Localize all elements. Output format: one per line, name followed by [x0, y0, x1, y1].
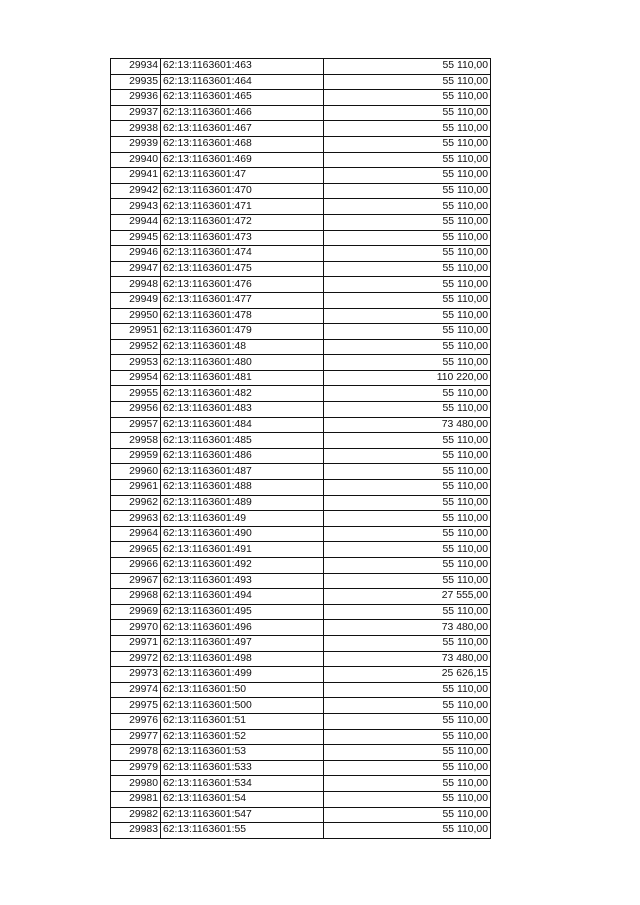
table-row	[111, 246, 491, 262]
value-cell: 55 110,00	[324, 526, 491, 542]
table-row	[111, 277, 491, 293]
row-number-cell: 29964	[111, 526, 161, 542]
value-cell: 55 110,00	[324, 713, 491, 729]
cadastral-number-cell: 62:13:1163601:54	[161, 791, 324, 807]
row-number-cell: 29955	[111, 386, 161, 402]
row-number-cell: 29967	[111, 573, 161, 589]
row-number-cell: 29945	[111, 230, 161, 246]
value-cell: 55 110,00	[324, 292, 491, 308]
row-number-cell: 29970	[111, 620, 161, 636]
cadastral-number-cell: 62:13:1163601:470	[161, 183, 324, 199]
value-cell: 55 110,00	[324, 791, 491, 807]
table-row	[111, 480, 491, 496]
cadastral-number-cell: 62:13:1163601:53	[161, 745, 324, 761]
table-row	[111, 386, 491, 402]
cadastral-number-cell: 62:13:1163601:48	[161, 339, 324, 355]
cadastral-number-cell: 62:13:1163601:533	[161, 760, 324, 776]
row-number-cell: 29968	[111, 589, 161, 605]
value-cell: 55 110,00	[324, 760, 491, 776]
cadastral-number-cell: 62:13:1163601:476	[161, 277, 324, 293]
table-row	[111, 760, 491, 776]
cadastral-number-cell: 62:13:1163601:465	[161, 90, 324, 106]
table-row	[111, 74, 491, 90]
row-number-cell: 29940	[111, 152, 161, 168]
value-cell: 55 110,00	[324, 324, 491, 340]
value-cell: 73 480,00	[324, 651, 491, 667]
cadastral-value-table	[110, 58, 491, 839]
cadastral-number-cell: 62:13:1163601:479	[161, 324, 324, 340]
row-number-cell: 29979	[111, 760, 161, 776]
value-cell: 55 110,00	[324, 386, 491, 402]
table-row	[111, 729, 491, 745]
table-row	[111, 495, 491, 511]
cadastral-number-cell: 62:13:1163601:497	[161, 635, 324, 651]
row-number-cell: 29963	[111, 511, 161, 527]
row-number-cell: 29957	[111, 417, 161, 433]
value-cell: 55 110,00	[324, 635, 491, 651]
cadastral-number-cell: 62:13:1163601:466	[161, 105, 324, 121]
table-row	[111, 370, 491, 386]
cadastral-number-cell: 62:13:1163601:499	[161, 667, 324, 683]
value-cell: 55 110,00	[324, 199, 491, 215]
value-cell: 55 110,00	[324, 511, 491, 527]
cadastral-number-cell: 62:13:1163601:500	[161, 698, 324, 714]
cadastral-number-cell: 62:13:1163601:49	[161, 511, 324, 527]
table-row	[111, 90, 491, 106]
cadastral-number-cell: 62:13:1163601:52	[161, 729, 324, 745]
row-number-cell: 29982	[111, 807, 161, 823]
value-cell: 55 110,00	[324, 433, 491, 449]
table-row	[111, 604, 491, 620]
cadastral-number-cell: 62:13:1163601:475	[161, 261, 324, 277]
row-number-cell: 29981	[111, 791, 161, 807]
table-row	[111, 59, 491, 75]
value-cell: 55 110,00	[324, 308, 491, 324]
cadastral-number-cell: 62:13:1163601:547	[161, 807, 324, 823]
cadastral-number-cell: 62:13:1163601:47	[161, 168, 324, 184]
value-cell: 55 110,00	[324, 729, 491, 745]
value-cell: 55 110,00	[324, 183, 491, 199]
row-number-cell: 29966	[111, 558, 161, 574]
value-cell: 55 110,00	[324, 90, 491, 106]
value-cell: 55 110,00	[324, 823, 491, 839]
cadastral-number-cell: 62:13:1163601:487	[161, 464, 324, 480]
table-row	[111, 511, 491, 527]
row-number-cell: 29948	[111, 277, 161, 293]
row-number-cell: 29952	[111, 339, 161, 355]
table-row	[111, 214, 491, 230]
table-row	[111, 698, 491, 714]
row-number-cell: 29936	[111, 90, 161, 106]
table-row	[111, 464, 491, 480]
table-row	[111, 448, 491, 464]
value-cell: 55 110,00	[324, 480, 491, 496]
table-row	[111, 308, 491, 324]
row-number-cell: 29974	[111, 682, 161, 698]
table-body	[111, 59, 491, 839]
cadastral-number-cell: 62:13:1163601:55	[161, 823, 324, 839]
table-row	[111, 682, 491, 698]
row-number-cell: 29978	[111, 745, 161, 761]
cadastral-number-cell: 62:13:1163601:50	[161, 682, 324, 698]
table-row	[111, 152, 491, 168]
table-row	[111, 402, 491, 418]
value-cell: 55 110,00	[324, 121, 491, 137]
value-cell: 55 110,00	[324, 682, 491, 698]
row-number-cell: 29935	[111, 74, 161, 90]
row-number-cell: 29983	[111, 823, 161, 839]
value-cell: 55 110,00	[324, 168, 491, 184]
cadastral-number-cell: 62:13:1163601:486	[161, 448, 324, 464]
value-cell: 55 110,00	[324, 495, 491, 511]
table-row	[111, 292, 491, 308]
row-number-cell: 29976	[111, 713, 161, 729]
value-cell: 55 110,00	[324, 542, 491, 558]
cadastral-number-cell: 62:13:1163601:496	[161, 620, 324, 636]
row-number-cell: 29959	[111, 448, 161, 464]
cadastral-number-cell: 62:13:1163601:485	[161, 433, 324, 449]
value-cell: 73 480,00	[324, 417, 491, 433]
cadastral-number-cell: 62:13:1163601:483	[161, 402, 324, 418]
row-number-cell: 29950	[111, 308, 161, 324]
cadastral-number-cell: 62:13:1163601:481	[161, 370, 324, 386]
row-number-cell: 29953	[111, 355, 161, 371]
table-row	[111, 105, 491, 121]
value-cell: 55 110,00	[324, 277, 491, 293]
row-number-cell: 29956	[111, 402, 161, 418]
table-row	[111, 526, 491, 542]
value-cell: 27 555,00	[324, 589, 491, 605]
table-row	[111, 651, 491, 667]
row-number-cell: 29937	[111, 105, 161, 121]
table-row	[111, 542, 491, 558]
row-number-cell: 29939	[111, 136, 161, 152]
cadastral-number-cell: 62:13:1163601:480	[161, 355, 324, 371]
value-cell: 55 110,00	[324, 448, 491, 464]
cadastral-number-cell: 62:13:1163601:469	[161, 152, 324, 168]
value-cell: 55 110,00	[324, 339, 491, 355]
row-number-cell: 29958	[111, 433, 161, 449]
cadastral-number-cell: 62:13:1163601:477	[161, 292, 324, 308]
row-number-cell: 29938	[111, 121, 161, 137]
table-row	[111, 417, 491, 433]
cadastral-number-cell: 62:13:1163601:493	[161, 573, 324, 589]
table-row	[111, 745, 491, 761]
row-number-cell: 29934	[111, 59, 161, 75]
row-number-cell: 29962	[111, 495, 161, 511]
table-row	[111, 635, 491, 651]
row-number-cell: 29954	[111, 370, 161, 386]
table-row	[111, 339, 491, 355]
row-number-cell: 29980	[111, 776, 161, 792]
cadastral-number-cell: 62:13:1163601:473	[161, 230, 324, 246]
value-cell: 55 110,00	[324, 745, 491, 761]
cadastral-number-cell: 62:13:1163601:495	[161, 604, 324, 620]
table-row	[111, 667, 491, 683]
table-row	[111, 121, 491, 137]
table-row	[111, 324, 491, 340]
value-cell: 55 110,00	[324, 105, 491, 121]
row-number-cell: 29977	[111, 729, 161, 745]
table-row	[111, 261, 491, 277]
value-cell: 55 110,00	[324, 464, 491, 480]
table-row	[111, 791, 491, 807]
value-cell: 55 110,00	[324, 573, 491, 589]
value-cell: 55 110,00	[324, 402, 491, 418]
cadastral-number-cell: 62:13:1163601:482	[161, 386, 324, 402]
cadastral-number-cell: 62:13:1163601:471	[161, 199, 324, 215]
table-row	[111, 589, 491, 605]
value-cell: 55 110,00	[324, 59, 491, 75]
value-cell: 55 110,00	[324, 558, 491, 574]
row-number-cell: 29975	[111, 698, 161, 714]
table-row	[111, 199, 491, 215]
cadastral-number-cell: 62:13:1163601:491	[161, 542, 324, 558]
cadastral-number-cell: 62:13:1163601:494	[161, 589, 324, 605]
value-cell: 55 110,00	[324, 152, 491, 168]
cadastral-number-cell: 62:13:1163601:472	[161, 214, 324, 230]
table-row	[111, 776, 491, 792]
value-cell: 55 110,00	[324, 214, 491, 230]
cadastral-number-cell: 62:13:1163601:463	[161, 59, 324, 75]
value-cell: 55 110,00	[324, 136, 491, 152]
row-number-cell: 29942	[111, 183, 161, 199]
cadastral-number-cell: 62:13:1163601:474	[161, 246, 324, 262]
value-cell: 55 110,00	[324, 355, 491, 371]
row-number-cell: 29951	[111, 324, 161, 340]
cadastral-number-cell: 62:13:1163601:468	[161, 136, 324, 152]
table-row	[111, 807, 491, 823]
table-row	[111, 136, 491, 152]
table-row	[111, 168, 491, 184]
cadastral-number-cell: 62:13:1163601:467	[161, 121, 324, 137]
table-row	[111, 823, 491, 839]
table-row	[111, 433, 491, 449]
row-number-cell: 29949	[111, 292, 161, 308]
value-cell: 55 110,00	[324, 698, 491, 714]
value-cell: 110 220,00	[324, 370, 491, 386]
table-row	[111, 620, 491, 636]
table-row	[111, 573, 491, 589]
row-number-cell: 29943	[111, 199, 161, 215]
row-number-cell: 29969	[111, 604, 161, 620]
table-row	[111, 713, 491, 729]
value-cell: 55 110,00	[324, 230, 491, 246]
row-number-cell: 29971	[111, 635, 161, 651]
row-number-cell: 29947	[111, 261, 161, 277]
row-number-cell: 29941	[111, 168, 161, 184]
row-number-cell: 29965	[111, 542, 161, 558]
row-number-cell: 29973	[111, 667, 161, 683]
cadastral-number-cell: 62:13:1163601:478	[161, 308, 324, 324]
value-cell: 55 110,00	[324, 807, 491, 823]
row-number-cell: 29946	[111, 246, 161, 262]
row-number-cell: 29960	[111, 464, 161, 480]
value-cell: 73 480,00	[324, 620, 491, 636]
cadastral-number-cell: 62:13:1163601:51	[161, 713, 324, 729]
value-cell: 55 110,00	[324, 246, 491, 262]
cadastral-number-cell: 62:13:1163601:489	[161, 495, 324, 511]
table-row	[111, 558, 491, 574]
row-number-cell: 29961	[111, 480, 161, 496]
cadastral-number-cell: 62:13:1163601:498	[161, 651, 324, 667]
cadastral-number-cell: 62:13:1163601:492	[161, 558, 324, 574]
table-row	[111, 355, 491, 371]
cadastral-number-cell: 62:13:1163601:488	[161, 480, 324, 496]
value-cell: 25 626,15	[324, 667, 491, 683]
cadastral-number-cell: 62:13:1163601:484	[161, 417, 324, 433]
row-number-cell: 29944	[111, 214, 161, 230]
row-number-cell: 29972	[111, 651, 161, 667]
table-row	[111, 183, 491, 199]
value-cell: 55 110,00	[324, 604, 491, 620]
cadastral-number-cell: 62:13:1163601:534	[161, 776, 324, 792]
table-row	[111, 230, 491, 246]
value-cell: 55 110,00	[324, 74, 491, 90]
cadastral-number-cell: 62:13:1163601:464	[161, 74, 324, 90]
value-cell: 55 110,00	[324, 776, 491, 792]
cadastral-number-cell: 62:13:1163601:490	[161, 526, 324, 542]
value-cell: 55 110,00	[324, 261, 491, 277]
